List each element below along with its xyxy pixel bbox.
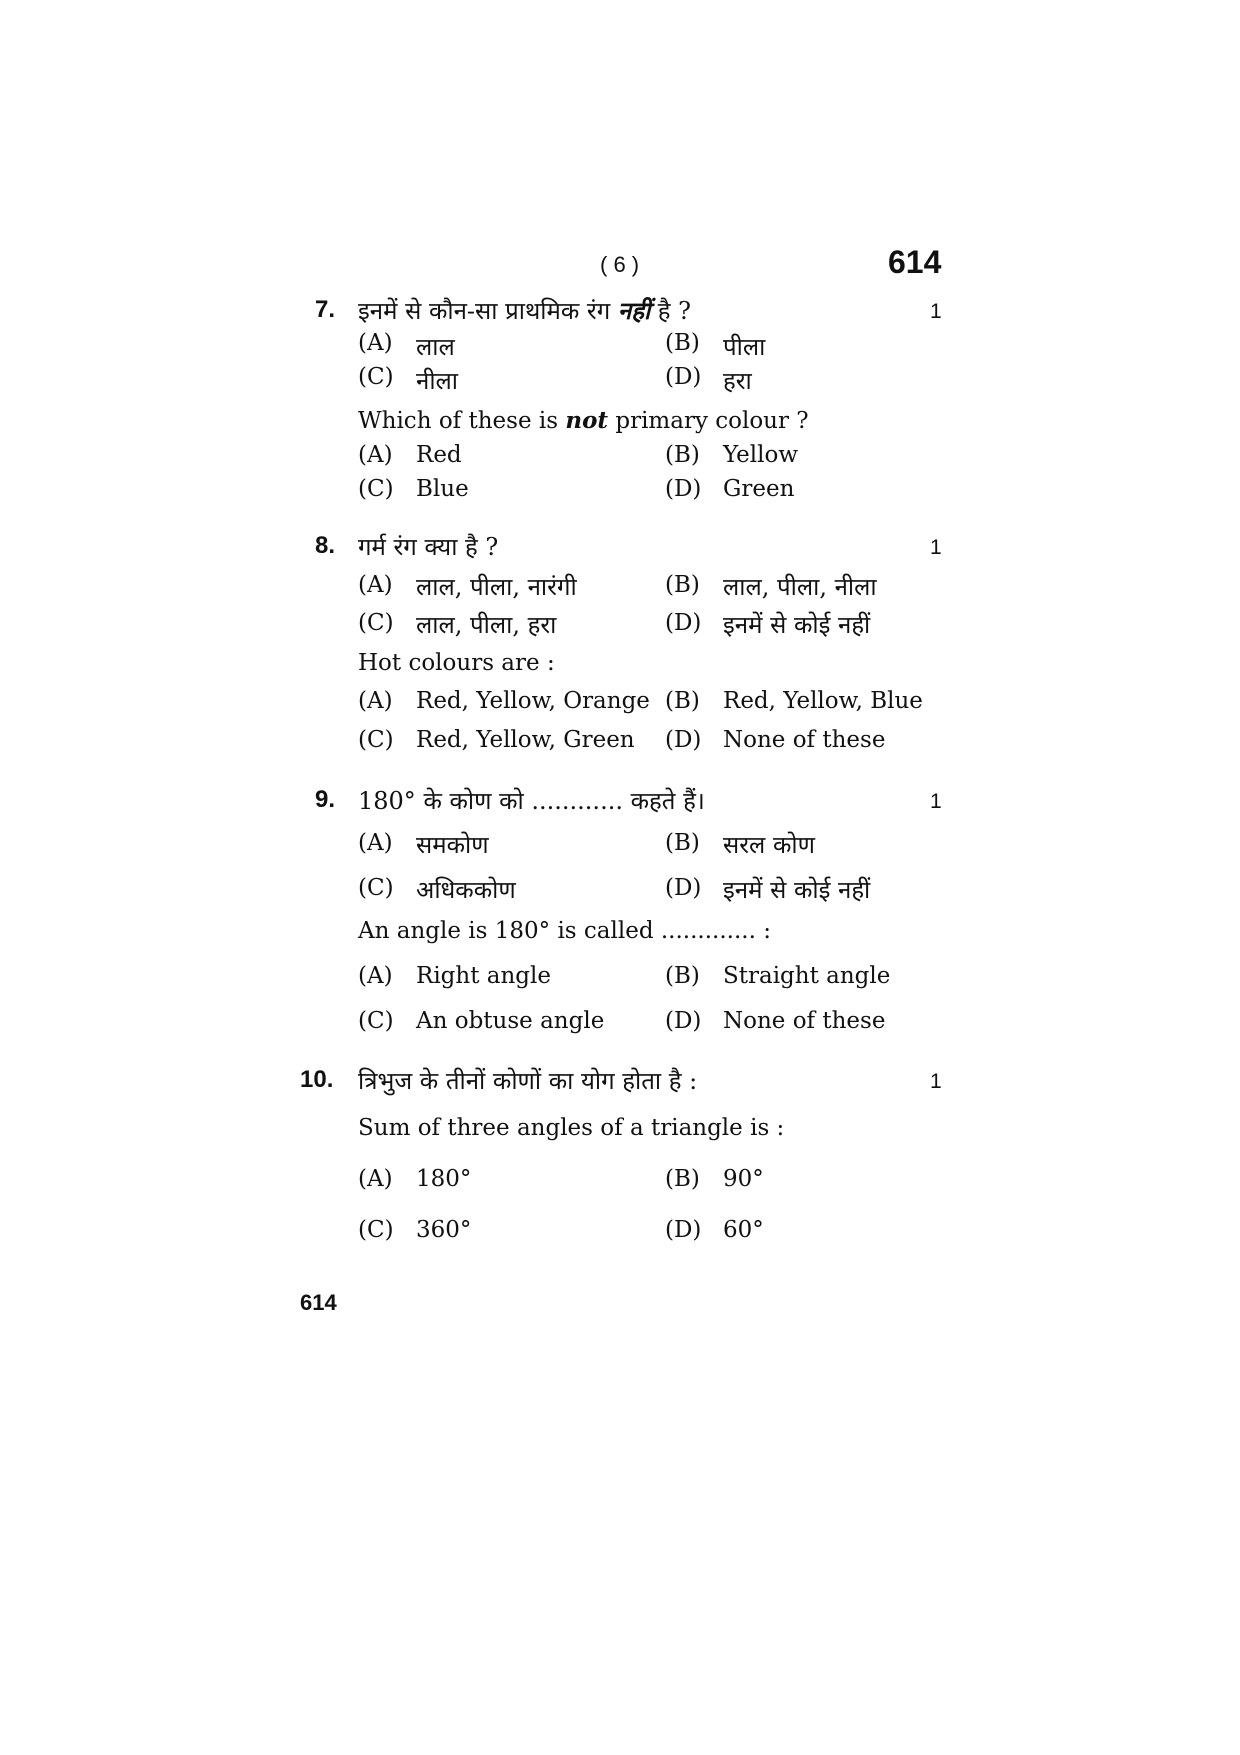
question-7-hindi-emphasis: नहीं xyxy=(617,296,651,325)
q7-en-option-b: Yellow xyxy=(723,442,799,468)
q8-en-option-d-label: (D) xyxy=(665,727,702,753)
q8-hi-option-b-label: (B) xyxy=(665,572,700,598)
q9-hi-option-b: सरल कोण xyxy=(723,831,815,859)
q10-en-option-d: 60° xyxy=(723,1217,764,1243)
question-7-english-emphasis: not xyxy=(565,407,609,434)
q7-en-option-a-label: (A) xyxy=(358,442,393,468)
question-10-number: 10. xyxy=(300,1066,334,1093)
question-8-marks: 1 xyxy=(930,536,942,559)
q8-hi-option-b: लाल, पीला, नीला xyxy=(723,573,877,601)
q8-hi-option-a-label: (A) xyxy=(358,572,393,598)
q7-en-option-c: Blue xyxy=(416,476,469,502)
q9-hi-option-a: समकोण xyxy=(416,831,489,859)
q9-en-option-d: None of these xyxy=(723,1008,886,1034)
q9-hi-option-d-label: (D) xyxy=(665,875,702,901)
question-8-english: Hot colours are : xyxy=(358,650,555,676)
q7-hi-option-d-label: (D) xyxy=(665,364,702,390)
q8-hi-option-a: लाल, पीला, नारंगी xyxy=(416,573,577,601)
q7-hi-option-b-label: (B) xyxy=(665,330,700,356)
q10-en-option-d-label: (D) xyxy=(665,1217,702,1243)
q8-en-option-b: Red, Yellow, Blue xyxy=(723,688,923,714)
q7-en-option-b-label: (B) xyxy=(665,442,700,468)
q8-en-option-c: Red, Yellow, Green xyxy=(416,727,635,753)
q8-hi-option-c: लाल, पीला, हरा xyxy=(416,611,557,639)
q9-hi-option-c-label: (C) xyxy=(358,875,394,901)
q8-en-option-a: Red, Yellow, Orange xyxy=(416,688,650,714)
question-10-hindi: त्रिभुज के तीनों कोणों का योग होता है : xyxy=(358,1067,698,1095)
q7-hi-option-b: पीला xyxy=(723,333,766,361)
q9-hi-option-d: इनमें से कोई नहीं xyxy=(723,876,871,904)
q8-en-option-b-label: (B) xyxy=(665,688,700,714)
q10-en-option-c: 360° xyxy=(416,1217,472,1243)
q9-hi-option-c: अधिककोण xyxy=(416,876,516,904)
q7-en-option-a: Red xyxy=(416,442,462,468)
q10-en-option-b: 90° xyxy=(723,1166,764,1192)
question-7-hindi: इनमें से कौन-सा प्राथमिक रंग नहीं है ? xyxy=(358,296,692,325)
q9-hi-option-b-label: (B) xyxy=(665,830,700,856)
question-7-marks: 1 xyxy=(930,300,942,323)
question-10-english: Sum of three angles of a triangle is : xyxy=(358,1115,785,1141)
q9-en-option-b: Straight angle xyxy=(723,963,891,989)
q7-en-option-d-label: (D) xyxy=(665,476,702,502)
q10-en-option-a-label: (A) xyxy=(358,1166,393,1192)
question-9-number: 9. xyxy=(315,786,336,813)
q7-en-option-c-label: (C) xyxy=(358,476,394,502)
q8-en-option-a-label: (A) xyxy=(358,688,393,714)
q10-en-option-c-label: (C) xyxy=(358,1217,394,1243)
q10-en-option-a: 180° xyxy=(416,1166,472,1192)
q7-en-option-d: Green xyxy=(723,476,795,502)
q7-hi-option-d: हरा xyxy=(723,367,752,395)
question-8-number: 8. xyxy=(315,532,336,559)
q8-en-option-c-label: (C) xyxy=(358,727,394,753)
q9-hi-option-a-label: (A) xyxy=(358,830,393,856)
q9-en-option-a: Right angle xyxy=(416,963,551,989)
q9-en-option-d-label: (D) xyxy=(665,1008,702,1034)
q7-hi-option-c-label: (C) xyxy=(358,364,394,390)
page-number: ( 6 ) xyxy=(600,252,640,277)
q10-en-option-b-label: (B) xyxy=(665,1166,700,1192)
q7-hi-option-a-label: (A) xyxy=(358,330,393,356)
q8-en-option-d: None of these xyxy=(723,727,886,753)
question-7-number: 7. xyxy=(315,296,336,323)
q8-hi-option-d-label: (D) xyxy=(665,610,702,636)
q7-hi-option-c: नीला xyxy=(416,367,459,395)
question-10-marks: 1 xyxy=(930,1070,942,1093)
question-7-english: Which of these is not primary colour ? xyxy=(358,407,809,434)
q9-en-option-c: An obtuse angle xyxy=(416,1008,605,1034)
paper-code-bottom: 614 xyxy=(300,1290,337,1315)
q9-en-option-a-label: (A) xyxy=(358,963,393,989)
q8-hi-option-c-label: (C) xyxy=(358,610,394,636)
question-9-english: An angle is 180° is called ............. : xyxy=(358,918,771,944)
q8-hi-option-d: इनमें से कोई नहीं xyxy=(723,611,871,639)
q9-en-option-c-label: (C) xyxy=(358,1008,394,1034)
question-9-marks: 1 xyxy=(930,790,942,813)
question-8-hindi: गर्म रंग क्या है ? xyxy=(358,533,499,561)
q9-en-option-b-label: (B) xyxy=(665,963,700,989)
question-9-hindi: 180° के कोण को ............ कहते हैं। xyxy=(358,787,705,815)
q7-hi-option-a: लाल xyxy=(416,333,455,361)
paper-code-top: 614 xyxy=(888,244,942,280)
